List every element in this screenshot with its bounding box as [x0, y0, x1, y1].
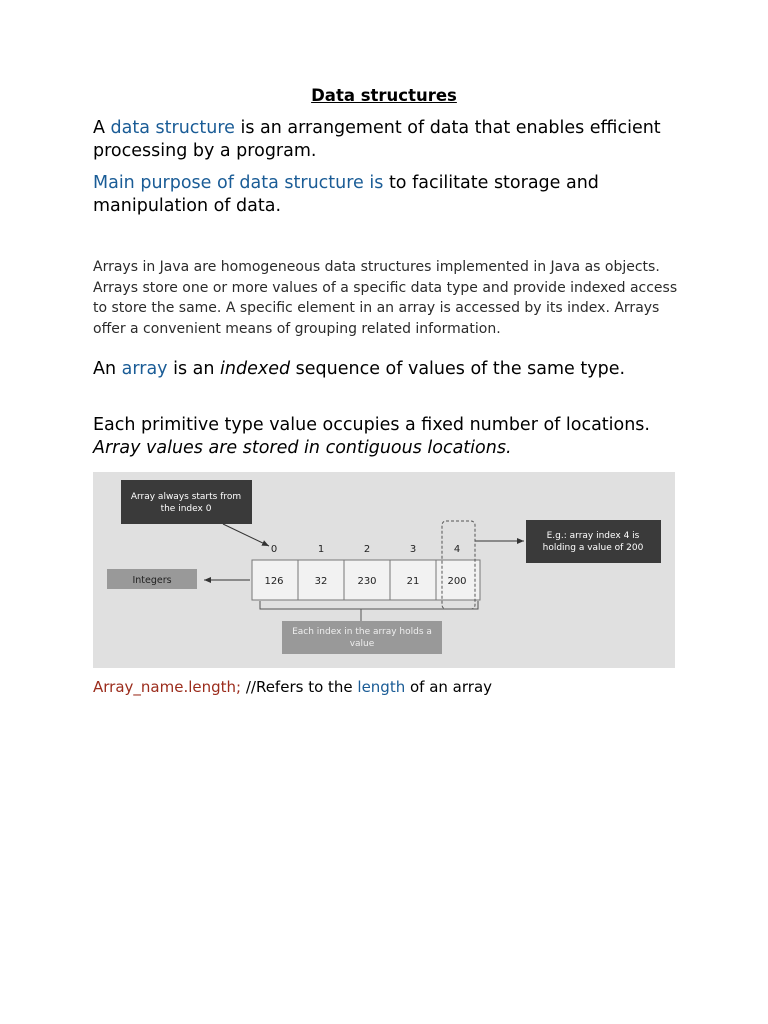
- text-segment: is an: [167, 359, 221, 379]
- italic-text: Array values are stored in contiguous locations.: [93, 438, 512, 458]
- array-brace: [260, 601, 478, 609]
- array-value-2: 230: [357, 576, 377, 587]
- index-label-0: 0: [270, 544, 278, 555]
- bottom-label-line2: value: [349, 639, 375, 649]
- callout-start-arrow: [223, 524, 269, 546]
- text-segment: is an arrangement of data that enables efficient processing by a program.: [93, 118, 661, 161]
- bottom-label-box: [282, 621, 442, 654]
- array-definition-paragraph: [93, 358, 693, 381]
- index-label-2: 2: [363, 544, 371, 555]
- text-segment: of an array: [405, 678, 493, 696]
- array-diagram: [93, 472, 675, 668]
- italic-text: indexed: [220, 359, 291, 379]
- callout-start-box: [121, 480, 252, 524]
- integers-label: Integers: [132, 575, 172, 586]
- index-label-1: 1: [317, 544, 325, 555]
- storage-paragraph: [93, 414, 673, 460]
- index-label-4: 4: [453, 544, 461, 555]
- array-value-1: 32: [314, 576, 328, 587]
- callout-example-line1: E.g.: array index 4 is: [546, 531, 640, 541]
- array-value-0: 126: [264, 576, 284, 587]
- definition-paragraph: [93, 117, 693, 163]
- text-segment: //Refers to the: [241, 678, 358, 696]
- length-code-line: [93, 677, 492, 697]
- arrays-description: Arrays in Java are homogeneous data structures implemented in Java as objects. Arrays store one or more values of a specific data type and provide indexed access to store the same. A specific element in an array is accessed by its index. Arrays offer a convenient means of grouping related information.: [93, 259, 678, 337]
- bottom-label-line1: Each index in the array holds a: [292, 627, 432, 637]
- page-title: Data structures: [311, 86, 457, 105]
- callout-example-line2: holding a value of 200: [542, 543, 644, 553]
- length-link[interactable]: length: [357, 678, 406, 696]
- index-label-3: 3: [409, 544, 417, 555]
- length-expression: Array_name.length;: [93, 678, 242, 696]
- array-link[interactable]: array: [121, 359, 168, 379]
- text-segment: A: [93, 118, 111, 138]
- array-value-3: 21: [406, 576, 420, 587]
- array-value-4: 200: [447, 576, 467, 587]
- purpose-link[interactable]: Main purpose of data structure is: [93, 173, 384, 193]
- data-structure-link[interactable]: data structure: [110, 118, 235, 138]
- callout-start-line1: Array always starts from: [130, 492, 242, 502]
- callout-example-box: [526, 520, 661, 563]
- text-segment: to facilitate storage and manipulation of data.: [93, 173, 599, 216]
- text-segment: sequence of values of the same type.: [290, 359, 626, 379]
- purpose-paragraph: [93, 172, 693, 218]
- text-segment: Each primitive type value occupies a fixed number of locations.: [93, 415, 650, 435]
- text-segment: An: [93, 359, 122, 379]
- callout-start-line2: the index 0: [160, 504, 212, 514]
